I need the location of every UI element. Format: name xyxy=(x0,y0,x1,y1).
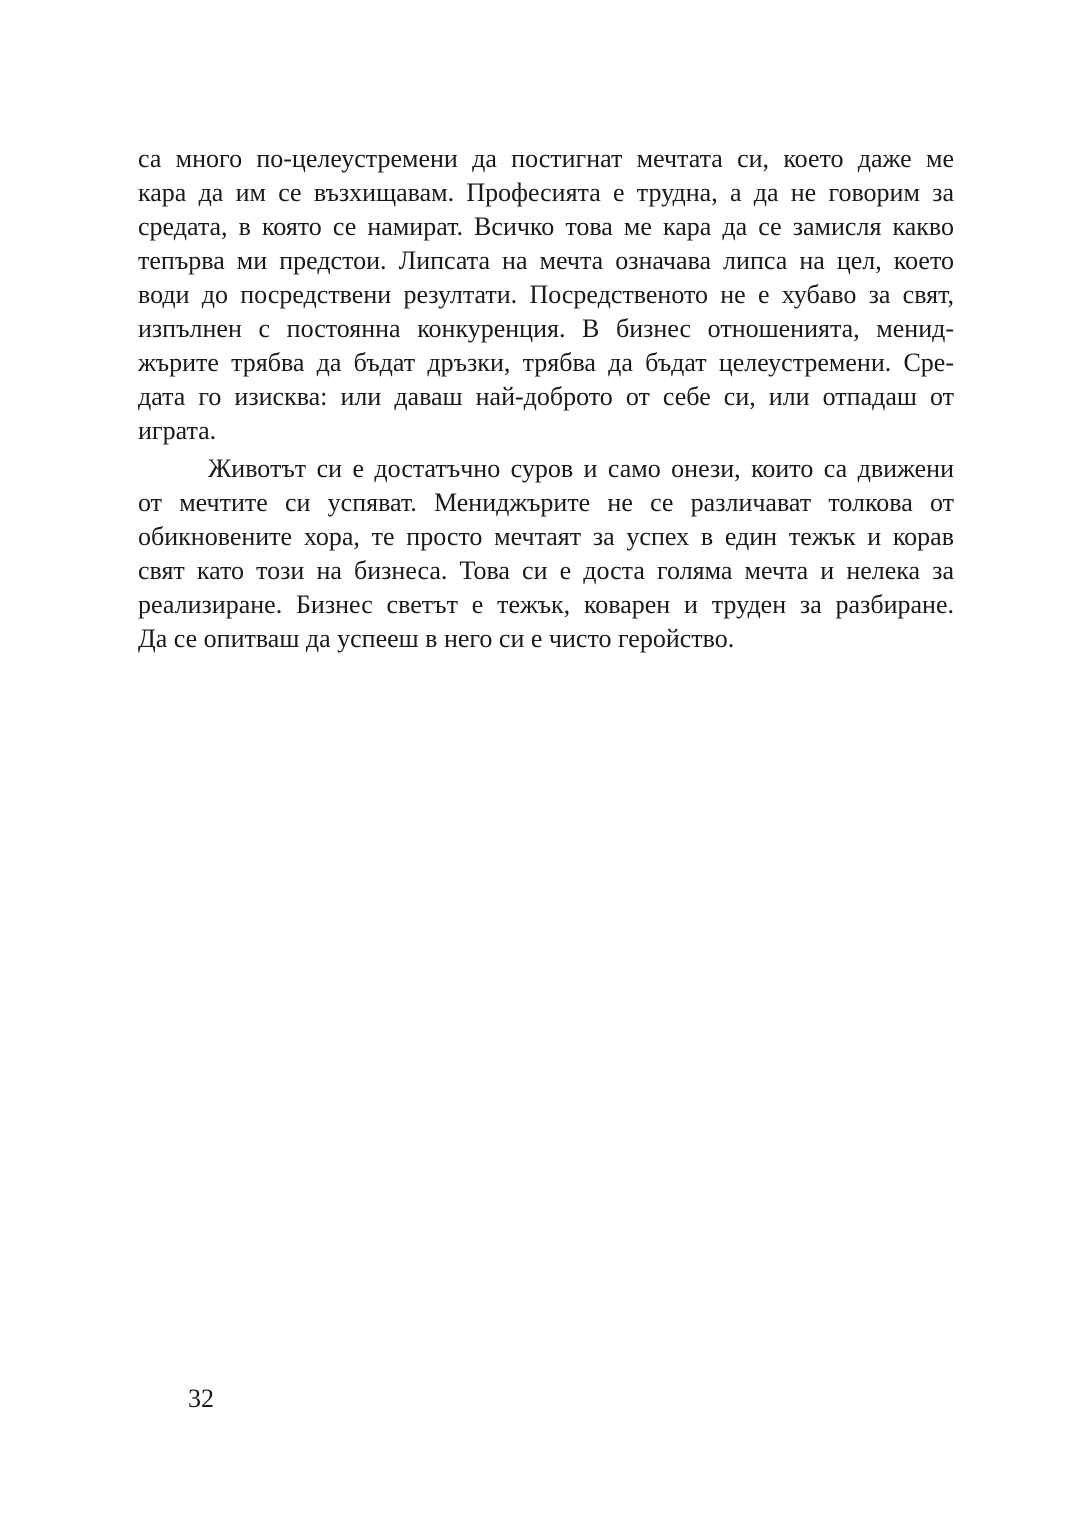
text-line: кара да им се възхищавам. Професията е трудна, а да не говорим за xyxy=(138,178,954,207)
text-line: са много по-целеустремени да постигнат мечтата си, което даже ме xyxy=(138,144,954,173)
text-line: обикновените хора, те просто мечтаят за успех в един тежък и корав xyxy=(138,522,954,551)
text-line: от мечтите си успяват. Мениджърите не се различават толкова от xyxy=(138,488,954,517)
text-line: реализиране. Бизнес светът е тежък, коварен и труден за разбиране. xyxy=(138,590,954,619)
text-line: дата го изисква: или даваш най-доброто от себе си, или отпадаш от xyxy=(138,382,954,411)
body-text xyxy=(138,142,954,656)
paragraph-1 xyxy=(138,142,954,448)
page-number: 32 xyxy=(188,1384,214,1413)
text-line: Животът си е достатъчно суров и само онези, които са движени xyxy=(208,454,954,483)
text-line: свят като този на бизнеса. Това си е доста голяма мечта и нелека за xyxy=(138,556,954,585)
text-line: тепърва ми предстои. Липсата на мечта означава липса на цел, което xyxy=(138,246,954,275)
text-line: играта. xyxy=(138,416,217,445)
paragraph-2 xyxy=(138,452,954,656)
text-line: средата, в която се намират. Всичко това ме кара да се замисля какво xyxy=(138,212,954,241)
text-line: изпълнен с постоянна конкуренция. В бизнес отношенията, менид- xyxy=(138,314,954,343)
text-line: води до посредствени резултати. Посредственото не е хубаво за свят, xyxy=(138,280,954,309)
text-line: Да се опитваш да успееш в него си е чисто геройство. xyxy=(138,624,735,653)
text-line: жърите трябва да бъдат дръзки, трябва да бъдат целеустремени. Сре- xyxy=(138,348,954,377)
